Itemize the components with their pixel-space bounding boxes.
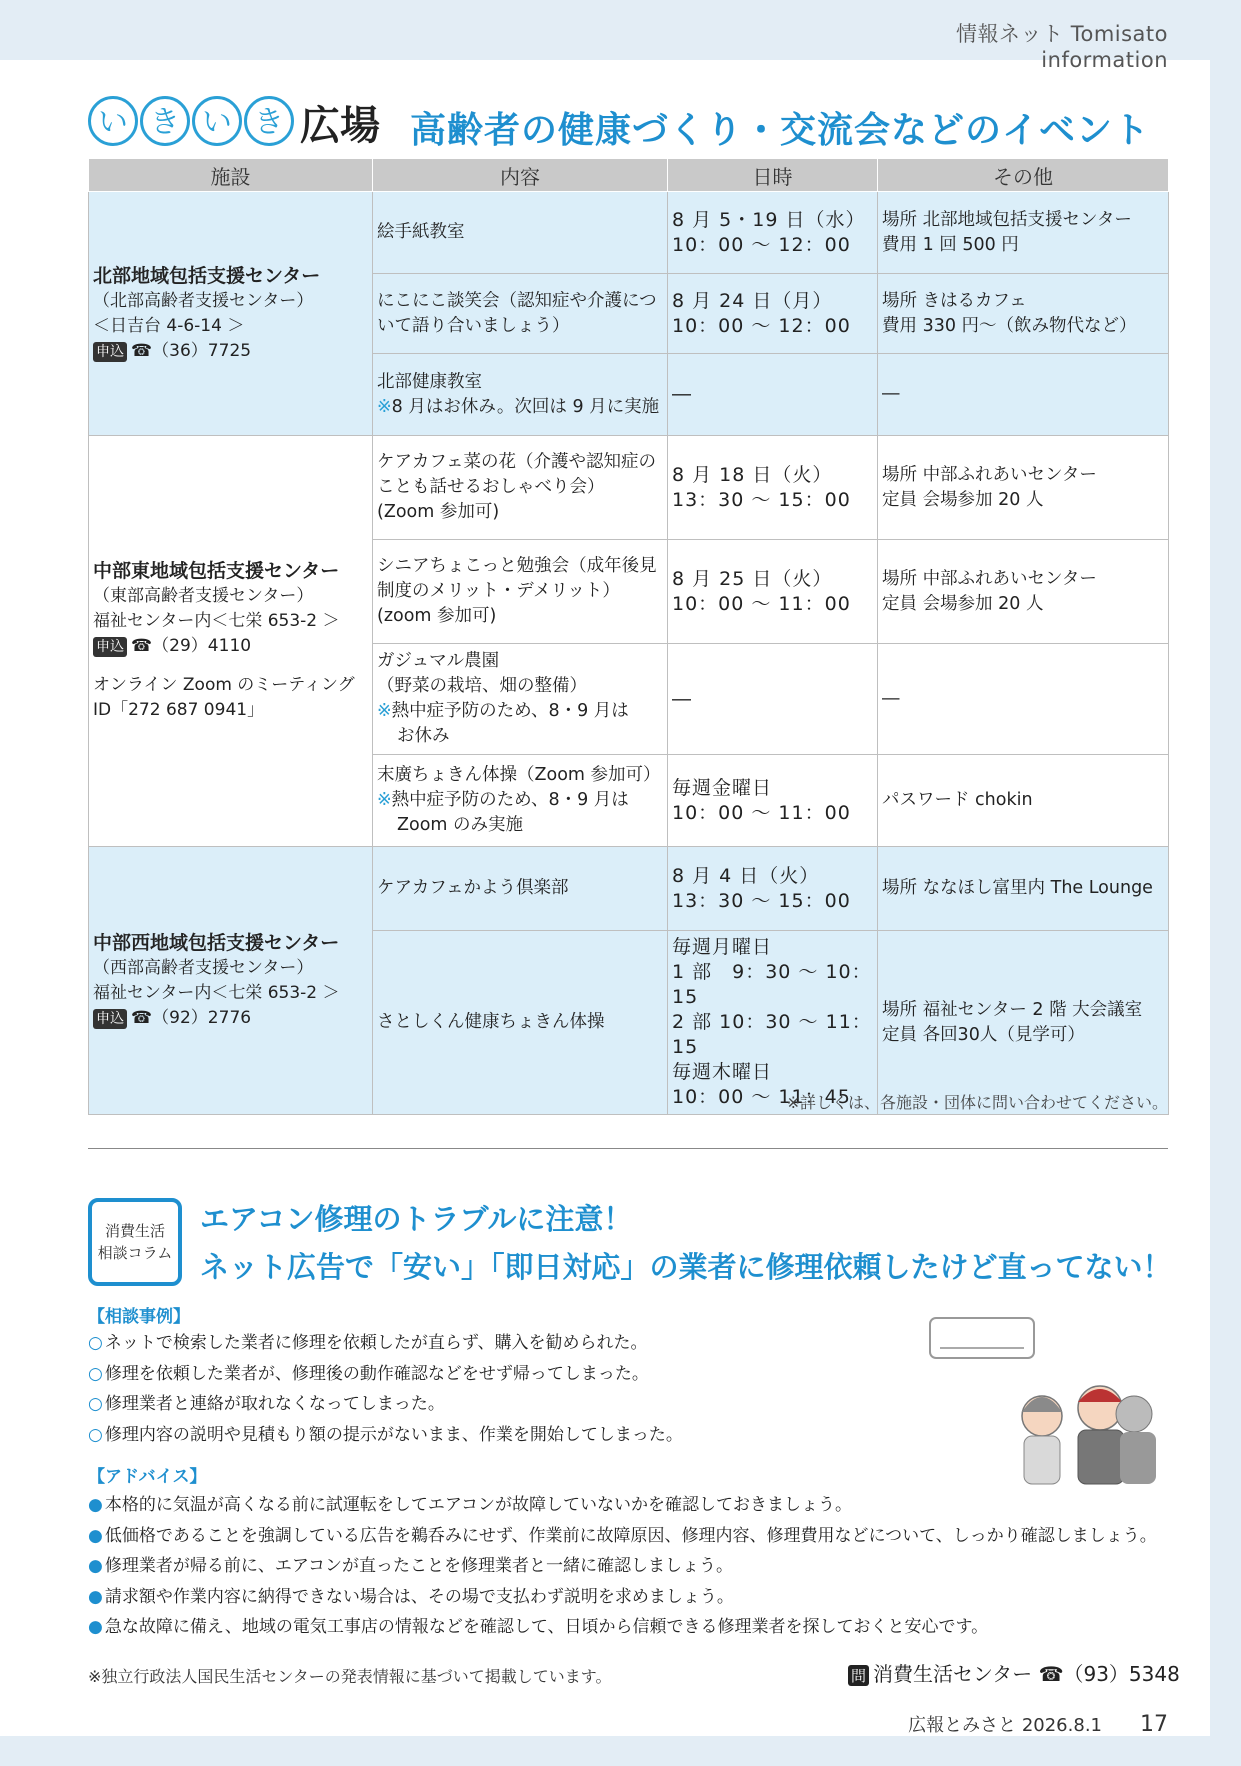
other-line: 定員 会場参加 20 人 [882,489,1044,510]
column-badge-line: 相談コラム [97,1244,173,1262]
repairman-icon [1078,1386,1124,1484]
time: 10：00 ～ 11：45 [672,1086,851,1108]
facility-address: ＜日吉台 4-6-14 ＞ [93,315,245,336]
list-item [88,1521,1188,1552]
bullet-open: ○ [88,1394,103,1414]
content-cell [373,755,668,847]
content-note: 熱中症予防のため、8・9 月は [391,790,629,810]
table-row [89,436,1169,540]
page-footer [860,1711,1168,1737]
other-cell [878,540,1169,644]
aircon-icon [930,1318,1034,1358]
content-title: ガジュマル農園 [377,651,500,671]
facility-cell [89,436,373,847]
advice-label: 【アドバイス】 [88,1467,207,1487]
facility-name: 北部地域包括支援センター [93,264,321,287]
date: 8 月 5・19 日（水） [672,208,866,231]
apply-badge: 申込 [93,342,127,362]
date: 8 月 18 日（火） [672,463,833,486]
content-cell [373,354,668,436]
bullet-filled: ● [88,1617,103,1637]
content-note-cont: お休み [397,726,450,746]
column-subtitle: ネット広告で「安い」「即日対応」の業者に修理依頼したけど直ってない！ [200,1250,1172,1284]
content-title: ケアカフェ菜の花（介護や認知症のことも話せるおしゃべり会） [377,452,656,497]
other-cell [878,274,1169,354]
other-cell [878,436,1169,540]
content-note: 熱中症予防のため、8・9 月は [391,701,629,721]
content-sub: (zoom 参加可) [377,606,497,626]
bullet-filled: ● [88,1495,103,1515]
advice-text: 請求額や作業内容に納得できない場合は、その場で支払わず説明を求めましょう。 [104,1586,734,1607]
table-header-row [89,159,1169,192]
table-footnote: ※詳しくは、各施設・団体に問い合わせてください。 [786,1093,1168,1112]
time: 10：00 ～ 12：00 [672,314,851,337]
other-cell: 場所 ななほし富里内 The Lounge [878,847,1169,931]
other-line: 場所 中部ふれあいセンター [882,568,1097,589]
facility-cell [89,192,373,436]
time: 13：30 ～ 15：00 [672,889,851,912]
case-text: 修理内容の説明や見積もり額の提示がないまま、作業を開始してしまった。 [104,1424,683,1445]
other-line: 場所 福祉センター 2 階 大会議室 [882,999,1143,1020]
datetime-cell [668,192,878,274]
datetime-cell: ― [668,644,878,755]
section-divider [88,1148,1168,1149]
title-char: き [140,96,190,146]
facility-address: 福祉センター内＜七栄 653-2 ＞ [93,982,340,1003]
facility-cell [89,847,373,1115]
time: 1 部 9：30 ～ 10：15 [672,961,872,1008]
facility-phone: ☎（92）2776 [131,1007,252,1028]
advice-text: 修理業者が帰る前に、エアコンが直ったことを修理業者と一緒に確認しましょう。 [104,1556,733,1576]
time: 2 部 10：30 ～ 11：15 [672,1011,872,1058]
other-line: 定員 会場参加 20 人 [882,593,1044,614]
advice-text: 本格的に気温が高くなる前に試運転をしてエアコンが故障していないかを確認しておきましょう。 [104,1495,852,1515]
column-header-datetime: 日時 [668,159,878,192]
list-item [88,1551,1188,1582]
time: 10：00 ～ 12：00 [672,233,851,256]
datetime-cell: ― [668,354,878,436]
column-header-facility: 施設 [89,159,373,192]
other-line: 定員 各回30人（見学可） [882,1024,1085,1045]
content-title: シニアちょこっと勉強会（成年後見制度のメリット・デメリット） [377,556,657,601]
note-mark: ※ [377,701,392,721]
date: 8 月 24 日（月） [672,289,833,312]
other-cell: ― [878,644,1169,755]
title-char: い [192,96,242,146]
date: 毎週月曜日 [672,936,773,958]
apply-badge: 申込 [93,1009,127,1029]
content-title: 北部健康教室 [377,371,482,392]
facility-sub: （東部高齢者支援センター） [93,586,314,606]
note-mark: ※ [377,790,392,810]
aircon-repair-illustration [920,1316,1170,1486]
other-cell: パスワード chokin [878,755,1169,847]
content-title: 末廣ちょきん体操（Zoom 参加可） [377,765,661,785]
content-cell: 絵手紙教室 [373,192,668,274]
content-note-cont: Zoom のみ実施 [397,815,524,835]
other-cell [878,931,1169,1115]
title-hiroba: 広場 [300,103,380,149]
content-sub: (Zoom 参加可) [377,502,500,522]
facility-name: 中部西地域包括支援センター [93,931,340,954]
source-note: ※独立行政法人国民生活センターの発表情報に基づいて掲載しています。 [88,1667,612,1686]
other-cell: ― [878,354,1169,436]
content-cell: さとしくん健康ちょきん体操 [373,931,668,1115]
bullet-open: ○ [88,1333,103,1353]
other-line: 場所 北部地域包括支援センター [882,209,1132,230]
datetime-cell [668,755,878,847]
publication-info: 広報とみさと 2026.8.1 [908,1715,1102,1736]
other-line: 費用 330 円～（飲み物代など） [882,315,1137,336]
other-cell [878,192,1169,274]
date: 8 月 4 日（火） [672,864,820,887]
facility-sub: （西部高齢者支援センター） [93,957,314,978]
section-title [88,94,1188,156]
bullet-filled: ● [88,1586,103,1607]
contact-info [848,1658,1180,1687]
page-number: 17 [1140,1712,1168,1737]
bullet-filled: ● [88,1556,103,1576]
apply-badge: 申込 [93,637,127,657]
column-title: エアコン修理のトラブルに注意！ [200,1202,633,1236]
bullet-filled: ● [88,1525,103,1546]
datetime-cell [668,436,878,540]
cases-label: 【相談事例】 [88,1307,190,1327]
datetime-cell [668,847,878,931]
contact-text: 消費生活センター ☎（93）5348 [873,1662,1180,1686]
other-line: 費用 1 回 500 円 [882,234,1019,255]
list-item [88,1612,1188,1643]
content-cell [373,540,668,644]
date: 毎週金曜日 [672,776,773,799]
online-id: ID「272 687 0941」 [93,700,265,720]
other-line: 場所 中部ふれあいセンター [882,464,1097,485]
content-note: 8 月はお休み。次回は 9 月に実施 [391,396,660,417]
content-sub: （野菜の栽培、畑の整備） [377,676,587,696]
advice-text: 低価格であることを強調している広告を鵜呑みにせず、作業前に故障原因、修理内容、修理費用などについて、しっかり確認しましょう。 [104,1525,1157,1546]
facility-address: 福祉センター内＜七栄 653-2 ＞ [93,611,340,631]
time: 13：30 ～ 15：00 [672,488,851,511]
page-title: 高齢者の健康づくり・交流会などのイベント [410,110,1151,151]
other-line: 場所 きはるカフェ [882,290,1027,311]
list-item [88,1582,1188,1613]
date: 毎週木曜日 [672,1061,773,1083]
table-row [89,847,1169,931]
content-cell [373,644,668,755]
advice-text: 急な故障に備え、地域の電気工事店の情報などを確認して、日頃から信頼できる修理業者を探しておくと安心です。 [104,1617,989,1637]
time: 10：00 ～ 11：00 [672,592,851,615]
table-row [89,192,1169,274]
events-table [88,158,1169,1115]
case-text: ネットで検索した業者に修理を依頼したが直らず、購入を勧められた。 [104,1333,648,1353]
inquiry-badge: 問 [848,1665,869,1686]
column-badge [88,1198,182,1286]
online-info: オンライン Zoom のミーティング [93,675,355,695]
woman-icon [1022,1396,1062,1484]
facility-name: 中部東地域包括支援センター [93,560,340,582]
facility-phone: ☎（29）4110 [131,636,252,656]
date: 8 月 25 日（火） [672,567,833,590]
note-mark: ※ [377,396,392,417]
advice-list [88,1490,1188,1643]
list-item [88,1490,1188,1521]
datetime-cell [668,931,878,1115]
person-icon [1116,1396,1156,1484]
case-text: 修理業者と連絡が取れなくなってしまった。 [104,1394,445,1414]
content-cell: にこにこ談笑会（認知症や介護について語り合いましょう） [373,274,668,354]
title-char: い [88,96,138,146]
datetime-cell [668,274,878,354]
case-text: 修理を依頼した業者が、修理後の動作確認などをせず帰ってしまった。 [104,1363,649,1384]
content-cell [373,436,668,540]
facility-phone: ☎（36）7725 [131,340,252,361]
header-label: 情報ネット Tomisato information [956,22,1168,72]
bullet-open: ○ [88,1424,103,1445]
time: 10：00 ～ 11：00 [672,801,851,824]
bullet-open: ○ [88,1363,103,1384]
column-header-other: その他 [878,159,1169,192]
facility-sub: （北部高齢者支援センター） [93,290,314,311]
column-header-content: 内容 [373,159,668,192]
datetime-cell [668,540,878,644]
column-badge-line: 消費生活 [104,1222,165,1240]
content-cell: ケアカフェかよう倶楽部 [373,847,668,931]
title-char: き [244,96,294,146]
